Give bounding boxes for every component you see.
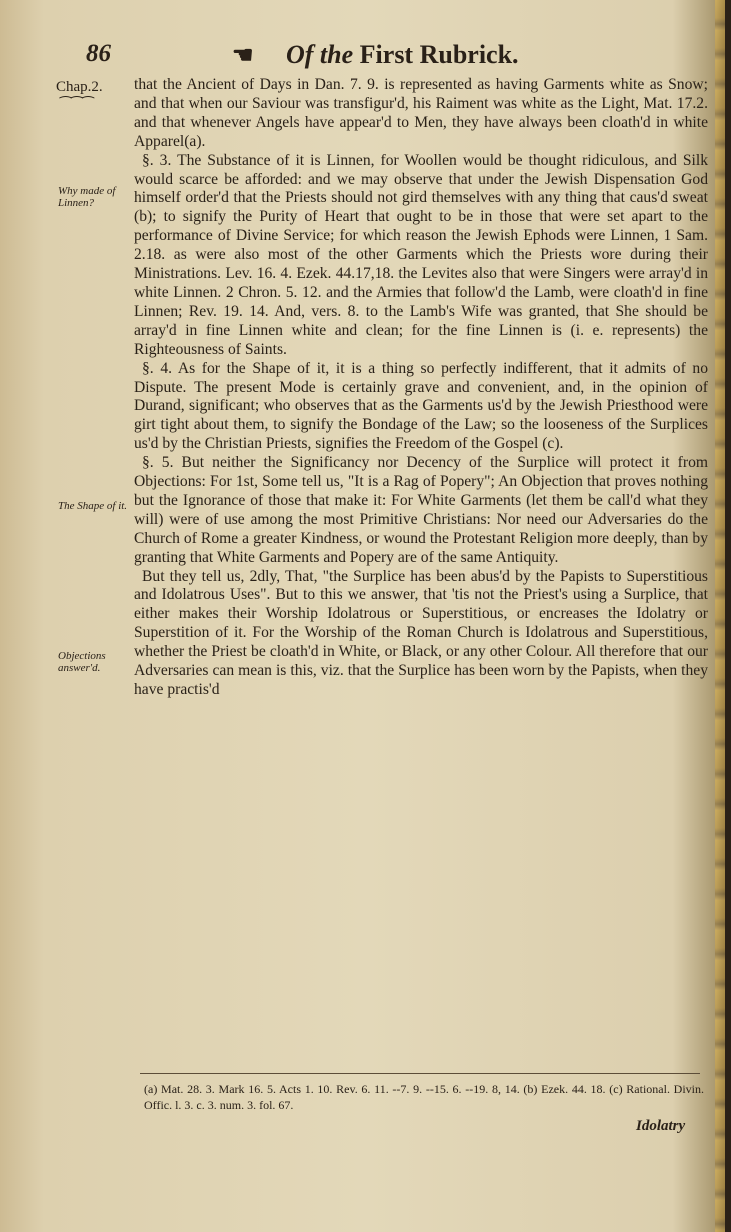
binding-edge — [725, 0, 731, 1232]
swash-ornament-icon: ⁀⁀⁀ — [60, 98, 94, 113]
paragraph-1: that the Ancient of Days in Dan. 7. 9. is represented as having Garments white as Snow; and that when our Saviour was transfigur'd, his Raiment was white as the Light, Mat. 17.2. and that whenever Angels have appear'd to Men, they have always been cloath'd in white Apparel(a). — [134, 76, 708, 150]
paragraph-5: But they tell us, 2dly, That, "the Surplice has been abus'd by the Papists to Superstitious and Idolatrous Uses". But to this we answer, that 'tis not the Priest's using a Surplice, that either makes their Worship Idolatrous or Superstitious, or encreases the Idolatry or Superstition of it. For the Worship of the Roman Church is Idolatrous and Superstitious, whether the Priest be cloath'd in White, or Black, or any other Colour. All therefore that our Adversaries can mean is this, viz. that the Surplice has been worn by the Papists, when they have practis'd — [134, 567, 708, 698]
body-text — [134, 76, 708, 700]
page-number: 86 — [86, 40, 111, 67]
chapter-marker: Chap.2. — [56, 79, 103, 95]
footnotes: (a) Mat. 28. 3. Mark 16. 5. Acts 1. 10. Rev. 6. 11. --7. 9. --15. 6. --19. 8, 14. (b) Ezek. 44. 18. (c) Rational. Divin. Offic. l. 3. c. 3. num. 3. fol. 67. — [144, 1082, 704, 1112]
margin-note-objections: Objections answer'd. — [58, 650, 106, 674]
margin-note-linnen: Why made of Linnen? — [58, 185, 116, 209]
running-title — [286, 40, 519, 70]
running-title-italic: Of the — [286, 40, 354, 69]
paragraph-3: §. 4. As for the Shape of it, it is a thing so perfectly indifferent, that it admits of no Dispute. The present Mode is certainly grave and convenient, and, in the opinion of Durand, significant; who observes that as the Garments us'd by the Jewish Priesthood were girt tight about them, to signify the Bondage of the Law; so the looseness of the Surplices us'd by the Christian Priests, signifies the Freedom of the Gospel (c). — [134, 359, 708, 453]
pointing-hand-icon: ☚ — [232, 43, 254, 69]
running-title-roman: First Rubrick. — [359, 40, 519, 69]
gilt-edge — [715, 0, 725, 1232]
footnote-rule — [140, 1073, 700, 1074]
catchword: Idolatry — [636, 1118, 686, 1134]
paragraph-4: §. 5. But neither the Significancy nor Decency of the Surplice will protect it from Objections: For 1st, Some tell us, "It is a Rag of Popery"; An Objection that proves nothing but the Ignorance of those that make it: For White Garments (let them be call'd what they will) were of use among the most Primitive Christians: Nor need our Adversaries do the Church of Rome a greater Kindness, or wound the Protestant Religion more deeply, than by granting that White Garments and Popery are of the same Antiquity. — [134, 454, 708, 566]
margin-note-shape: The Shape of it. — [58, 500, 128, 512]
running-head — [86, 40, 686, 74]
paragraph-2: §. 3. The Substance of it is Linnen, for Woollen would be thought ridiculous, and Silk would scarce be afforded: and we may observe that under the Jewish Dispensation God himself order'd that the Priests should not gird themselves with any thing that caus'd sweat (b); to signify the Purity of Heart that ought to be in those that were set apart to the performance of Divine Service; for which reason the Jewish Ephods were Linnen, 1 Sam. 2.18. as were also most of the other Garments which the Priests wore during their Ministrations. Lev. 16. 4. Ezek. 44.17,18. the Levites also that were Singers were array'd in white Linnen. 2 Chron. 5. 12. and the Armies that follow'd the Lamb, were cloath'd in fine Linnen; Rev. 19. 14. And, vers. 8. to the Lamb's Wife was granted, that She should be array'd in fine Linnen white and clean; for the fine Linnen is (i. e. represents) the Righteousness of Saints. — [134, 151, 708, 358]
